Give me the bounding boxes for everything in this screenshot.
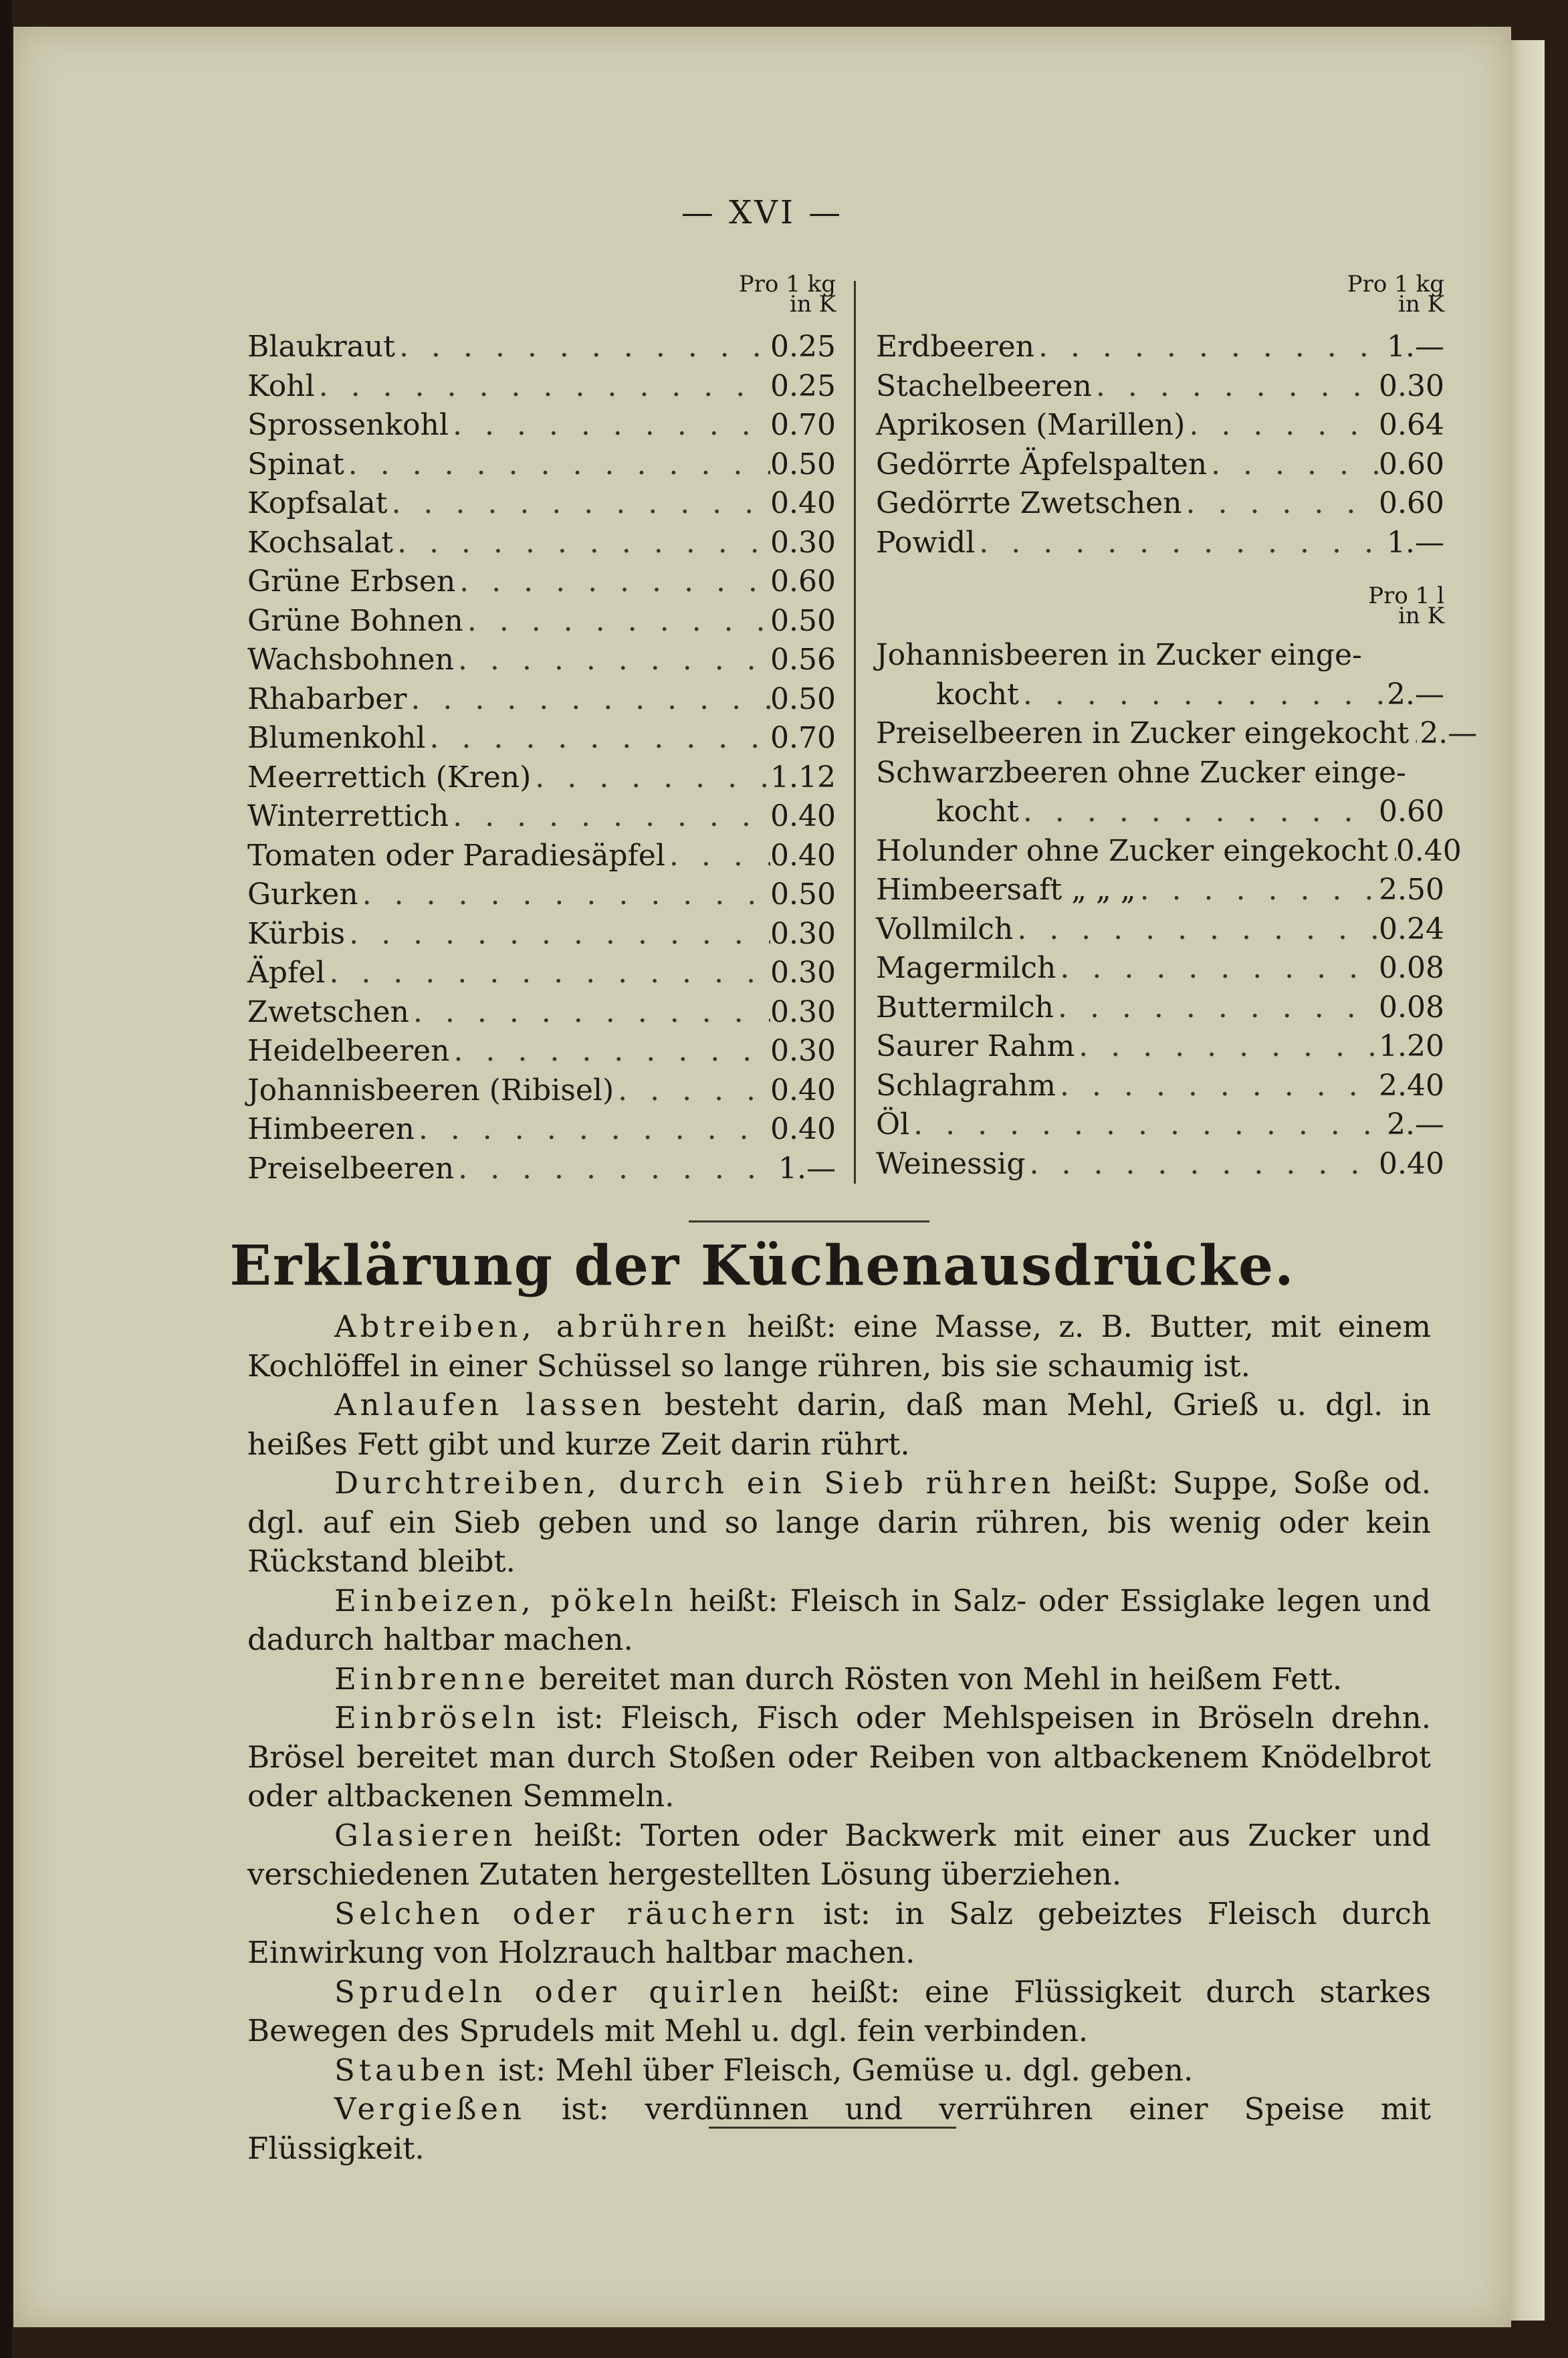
leader-dots bbox=[393, 524, 770, 563]
price-row bbox=[876, 910, 1444, 950]
price-row bbox=[876, 949, 1444, 988]
glossary-definition: ist: Mehl über Fleisch, Gemüse u. dgl. geben. bbox=[489, 2052, 1194, 2088]
item-name: Schlagrahm bbox=[876, 1068, 1056, 1103]
item-name: Heidelbeeren bbox=[247, 1034, 450, 1068]
item-name: Kopfsalat bbox=[247, 486, 388, 520]
item-price: 0.60 bbox=[1379, 794, 1444, 829]
item-price: 0.40 bbox=[770, 1112, 836, 1146]
section-title: Erklärung der Küchenausdrücke. bbox=[229, 1234, 1295, 1298]
item-price: 1.— bbox=[1387, 525, 1444, 560]
leader-dots bbox=[455, 562, 770, 602]
leader-dots bbox=[1056, 949, 1379, 988]
glossary-entry bbox=[247, 1582, 1431, 1660]
price-row bbox=[247, 524, 836, 563]
leader-dots bbox=[454, 641, 770, 680]
leader-dots bbox=[1185, 406, 1379, 445]
price-row bbox=[247, 1071, 836, 1111]
item-name: Tomaten oder Paradiesäpfel bbox=[247, 838, 665, 873]
price-row bbox=[247, 406, 836, 445]
price-row bbox=[247, 602, 836, 641]
divider-rule bbox=[689, 1220, 929, 1222]
leader-dots bbox=[975, 524, 1384, 563]
item-price: 0.30 bbox=[770, 525, 836, 560]
leader-dots bbox=[454, 1150, 776, 1189]
leader-dots bbox=[531, 758, 770, 798]
glossary-term: Sprudeln oder quirlen bbox=[334, 1973, 787, 2010]
item-name: Gedörrte Äpfelspalten bbox=[876, 447, 1208, 481]
leader-dots bbox=[395, 328, 770, 367]
item-price: 0.50 bbox=[770, 447, 836, 481]
glossary-definition: besteht darin, daß man Mehl, Grieß u. dgl. in heißes Fett gibt und kurze Zeit darin rührt. bbox=[247, 1387, 1431, 1462]
price-row bbox=[876, 1027, 1444, 1067]
leader-dots bbox=[1182, 484, 1379, 524]
item-price: 0.08 bbox=[1379, 951, 1444, 985]
item-name: Johannisbeeren (Ribisel) bbox=[247, 1073, 614, 1107]
item-price: 0.56 bbox=[770, 643, 836, 677]
glossary-entry bbox=[247, 2051, 1431, 2091]
item-name: Weinessig bbox=[876, 1146, 1026, 1181]
item-price: 0.24 bbox=[1379, 912, 1444, 946]
glossary-definition: heißt: Fleisch in Salz- oder Essiglake legen und dadurch haltbar machen. bbox=[247, 1582, 1431, 1657]
item-name: Himbeeren bbox=[247, 1112, 415, 1146]
item-name: Magermilch bbox=[876, 951, 1056, 985]
glossary-term: Einbröseln bbox=[334, 1700, 540, 1735]
price-rows bbox=[247, 328, 836, 1188]
glossary-term: Vergießen bbox=[334, 2091, 526, 2127]
item-name: Himbeersaft „ „ „ bbox=[876, 873, 1136, 907]
item-name: Preiselbeeren in Zucker eingekocht bbox=[876, 716, 1410, 750]
price-row bbox=[247, 719, 836, 758]
leader-dots bbox=[1056, 1067, 1379, 1106]
item-price: 0.25 bbox=[770, 330, 836, 364]
item-name: Preiselbeeren bbox=[247, 1151, 455, 1186]
item-price: 0.60 bbox=[1379, 486, 1444, 520]
item-name: Rhabarber bbox=[247, 681, 407, 716]
price-row bbox=[876, 1145, 1444, 1184]
item-price: 0.64 bbox=[1379, 408, 1444, 442]
leader-dots bbox=[345, 915, 770, 954]
glossary-term: Selchen oder räuchern bbox=[334, 1895, 799, 1931]
item-name: Zwetschen bbox=[247, 994, 409, 1029]
leader-dots bbox=[409, 993, 770, 1033]
leader-dots bbox=[614, 1071, 770, 1111]
item-name: Kochsalat bbox=[247, 525, 393, 560]
item-price: 0.40 bbox=[770, 838, 836, 873]
price-row bbox=[876, 484, 1444, 524]
item-name: Wachsbohnen bbox=[247, 643, 454, 677]
item-price: 1.20 bbox=[1379, 1029, 1444, 1063]
price-list-right bbox=[876, 271, 1478, 1184]
item-name: Meerrettich (Kren) bbox=[247, 760, 532, 794]
glossary-definition: heißt: Torten oder Backwerk mit einer aus Zucker und verschiedenen Zutaten hergestellten Lösung überziehen. bbox=[247, 1817, 1431, 1892]
item-price: 0.60 bbox=[770, 564, 836, 599]
price-row bbox=[247, 758, 836, 798]
unit-header-liter bbox=[876, 582, 1444, 636]
item-price: 0.30 bbox=[770, 1034, 836, 1068]
item-price: 1.— bbox=[778, 1151, 836, 1186]
price-row bbox=[876, 524, 1444, 563]
leader-dots bbox=[1034, 328, 1384, 367]
item-name: Äpfel bbox=[247, 956, 326, 990]
leader-dots bbox=[315, 367, 770, 407]
leader-dots bbox=[665, 837, 770, 876]
price-row bbox=[247, 328, 836, 367]
item-name: Gedörrte Zwetschen bbox=[876, 486, 1182, 520]
item-name: Johannisbeeren in Zucker einge- bbox=[876, 638, 1362, 672]
glossary-entry bbox=[247, 1973, 1431, 2051]
price-row bbox=[876, 445, 1444, 485]
price-row bbox=[247, 1150, 836, 1189]
price-row bbox=[247, 797, 836, 837]
leader-dots bbox=[325, 954, 770, 993]
book-spine bbox=[0, 0, 12, 2358]
price-row bbox=[247, 1032, 836, 1071]
leader-dots bbox=[358, 875, 770, 915]
leader-dots bbox=[1409, 714, 1417, 754]
price-rows bbox=[876, 328, 1444, 562]
price-row-continuation bbox=[876, 675, 1444, 715]
item-price: 0.30 bbox=[770, 916, 836, 951]
item-price: 0.40 bbox=[1395, 833, 1462, 868]
item-price: 0.40 bbox=[1379, 1146, 1444, 1181]
leader-dots bbox=[449, 1032, 770, 1071]
leader-dots bbox=[425, 719, 770, 758]
price-row bbox=[247, 954, 836, 993]
item-name: Stachelbeeren bbox=[876, 368, 1092, 403]
glossary-entry bbox=[247, 1699, 1431, 1816]
glossary-entry bbox=[247, 1307, 1431, 1386]
leader-dots bbox=[1026, 1145, 1379, 1184]
price-row bbox=[876, 1105, 1444, 1145]
item-price: 2.— bbox=[1420, 716, 1478, 750]
price-row bbox=[247, 484, 836, 524]
item-price: 0.40 bbox=[770, 799, 836, 833]
price-row bbox=[247, 1110, 836, 1150]
unit-header bbox=[876, 271, 1444, 328]
glossary-definition: heißt: eine Flüssigkeit durch starkes Bewegen des Sprudels mit Mehl u. dgl. fein verbinden. bbox=[247, 1973, 1431, 2048]
glossary-entry bbox=[247, 1816, 1431, 1895]
leader-dots bbox=[1013, 910, 1379, 950]
leader-dots bbox=[415, 1110, 770, 1150]
item-name: Blaukraut bbox=[247, 330, 395, 364]
item-price: 0.30 bbox=[1379, 368, 1444, 403]
item-name: Kürbis bbox=[247, 916, 346, 951]
glossary-term: Durchtreiben, durch ein Sieb rühren bbox=[334, 1465, 1055, 1501]
item-name: Spinat bbox=[247, 447, 344, 481]
price-row bbox=[876, 1067, 1444, 1106]
leader-dots bbox=[1019, 675, 1384, 715]
item-price: 1.12 bbox=[770, 760, 836, 794]
item-price: 0.50 bbox=[770, 877, 836, 912]
item-price: 0.08 bbox=[1379, 990, 1444, 1025]
glossary-entry bbox=[247, 1464, 1431, 1582]
price-row bbox=[247, 837, 836, 876]
leader-dots bbox=[1054, 988, 1379, 1028]
price-row bbox=[247, 875, 836, 915]
leader-dots bbox=[1136, 871, 1379, 910]
item-price: 0.60 bbox=[1379, 447, 1444, 481]
leader-dots bbox=[1388, 832, 1396, 871]
leader-dots bbox=[387, 484, 770, 524]
item-name: Grüne Erbsen bbox=[247, 564, 456, 599]
page-edge bbox=[1508, 40, 1545, 2321]
glossary-entry bbox=[247, 1895, 1431, 1973]
glossary-entry bbox=[247, 2090, 1431, 2168]
item-name: Aprikosen (Marillen) bbox=[876, 408, 1186, 442]
glossary-term: Glasieren bbox=[334, 1817, 517, 1853]
unit-header-line: Pro 1 kg bbox=[1347, 271, 1444, 298]
price-row-continuation bbox=[876, 792, 1444, 832]
end-rule bbox=[709, 2127, 956, 2129]
glossary-definition: heißt: eine Masse, z. B. Butter, mit einem Kochlöffel in einer Schüssel so lange rühren, bis sie schaumig ist. bbox=[247, 1309, 1431, 1384]
item-price: 1.— bbox=[1387, 330, 1444, 364]
price-row bbox=[876, 871, 1444, 910]
item-price: 2.— bbox=[1387, 677, 1444, 712]
price-row bbox=[876, 406, 1444, 445]
leader-dots bbox=[463, 602, 770, 641]
item-price: 0.30 bbox=[770, 956, 836, 990]
leader-dots bbox=[1019, 792, 1379, 832]
glossary-term: Einbrenne bbox=[334, 1660, 530, 1697]
unit-header bbox=[247, 271, 836, 328]
item-price: 0.30 bbox=[770, 994, 836, 1029]
glossary-term: Stauben bbox=[334, 2052, 489, 2088]
item-name: Sprossenkohl bbox=[247, 408, 449, 442]
price-row bbox=[247, 915, 836, 954]
leader-dots bbox=[909, 1105, 1384, 1145]
item-name: Winterrettich bbox=[247, 799, 449, 833]
item-price: 0.40 bbox=[770, 486, 836, 520]
price-row bbox=[876, 754, 1444, 793]
glossary bbox=[247, 1307, 1431, 2168]
leader-dots bbox=[1207, 445, 1379, 485]
leader-dots bbox=[1092, 367, 1379, 407]
price-row bbox=[247, 445, 836, 485]
item-name-cont: kocht bbox=[936, 794, 1019, 829]
glossary-definition: ist: Fleisch, Fisch oder Mehlspeisen in Bröseln drehn. Brösel bereitet man durch Stoßen oder Reiben von altbackenem Knödelbrot oder altbackenen Semmeln. bbox=[247, 1700, 1431, 1814]
glossary-definition: ist: in Salz gebeiztes Fleisch durch Einwirkung von Holzrauch haltbar machen. bbox=[247, 1895, 1431, 1970]
item-name: Schwarzbeeren ohne Zucker einge- bbox=[876, 755, 1406, 790]
item-price: 2.— bbox=[1387, 1107, 1444, 1142]
item-name: Holunder ohne Zucker eingekocht bbox=[876, 833, 1388, 868]
leader-dots bbox=[1075, 1027, 1379, 1067]
item-price: 0.40 bbox=[770, 1073, 836, 1107]
item-name: Grüne Bohnen bbox=[247, 603, 463, 638]
item-price: 2.50 bbox=[1379, 873, 1444, 907]
item-name: Buttermilch bbox=[876, 990, 1054, 1025]
glossary-definition: ist: verdünnen und verrühren einer Speise mit Flüssigkeit. bbox=[247, 2091, 1431, 2166]
item-name: Blumenkohl bbox=[247, 721, 426, 755]
item-price: 0.25 bbox=[770, 368, 836, 403]
item-name: Erdbeeren bbox=[876, 330, 1034, 364]
price-row bbox=[876, 714, 1478, 754]
book-page bbox=[13, 27, 1511, 2327]
column-divider bbox=[854, 281, 856, 1184]
price-row bbox=[247, 993, 836, 1033]
unit-header-line: in K bbox=[790, 291, 836, 318]
glossary-entry bbox=[247, 1660, 1431, 1699]
item-name: Kohl bbox=[247, 368, 315, 403]
unit-header-line: Pro 1 l bbox=[1368, 582, 1444, 609]
price-row bbox=[876, 636, 1444, 675]
glossary-entry bbox=[247, 1386, 1431, 1464]
leader-dots bbox=[344, 445, 770, 485]
price-row bbox=[876, 328, 1444, 367]
leader-dots bbox=[449, 797, 770, 837]
item-name-cont: kocht bbox=[936, 677, 1019, 712]
glossary-definition: heißt: Suppe, Soße od. dgl. auf ein Sieb geben und so lange darin rühren, bis wenig oder kein Rückstand bleibt. bbox=[247, 1465, 1431, 1579]
item-name: Öl bbox=[876, 1107, 910, 1142]
price-row bbox=[247, 367, 836, 407]
item-name: Powidl bbox=[876, 525, 976, 560]
price-row bbox=[247, 680, 836, 720]
item-price: 2.40 bbox=[1379, 1068, 1444, 1103]
price-row bbox=[247, 641, 836, 680]
item-name: Gurken bbox=[247, 877, 358, 912]
item-price: 0.50 bbox=[770, 603, 836, 638]
price-row bbox=[876, 832, 1462, 871]
leader-dots bbox=[449, 406, 770, 445]
item-price: 0.70 bbox=[770, 408, 836, 442]
price-list-left bbox=[247, 271, 836, 1188]
glossary-term: Abtreiben, abrühren bbox=[334, 1309, 731, 1344]
glossary-definition: bereitet man durch Rösten von Mehl in heißem Fett. bbox=[529, 1660, 1343, 1697]
item-name: Saurer Rahm bbox=[876, 1029, 1075, 1063]
price-row bbox=[247, 562, 836, 602]
glossary-term: Anlaufen lassen bbox=[334, 1387, 646, 1422]
unit-header-line: in K bbox=[1398, 291, 1444, 318]
item-name: Vollmilch bbox=[876, 912, 1014, 946]
price-rows bbox=[876, 636, 1478, 1184]
item-price: 0.70 bbox=[770, 721, 836, 755]
item-price: 0.50 bbox=[770, 681, 836, 716]
glossary-term: Einbeizen, pökeln bbox=[334, 1582, 677, 1618]
unit-header-line: in K bbox=[1398, 603, 1444, 629]
unit-header-line: Pro 1 kg bbox=[738, 271, 836, 298]
leader-dots bbox=[407, 680, 770, 720]
price-row bbox=[876, 988, 1444, 1028]
page-number: — XVI — bbox=[681, 194, 844, 231]
price-row bbox=[876, 367, 1444, 407]
